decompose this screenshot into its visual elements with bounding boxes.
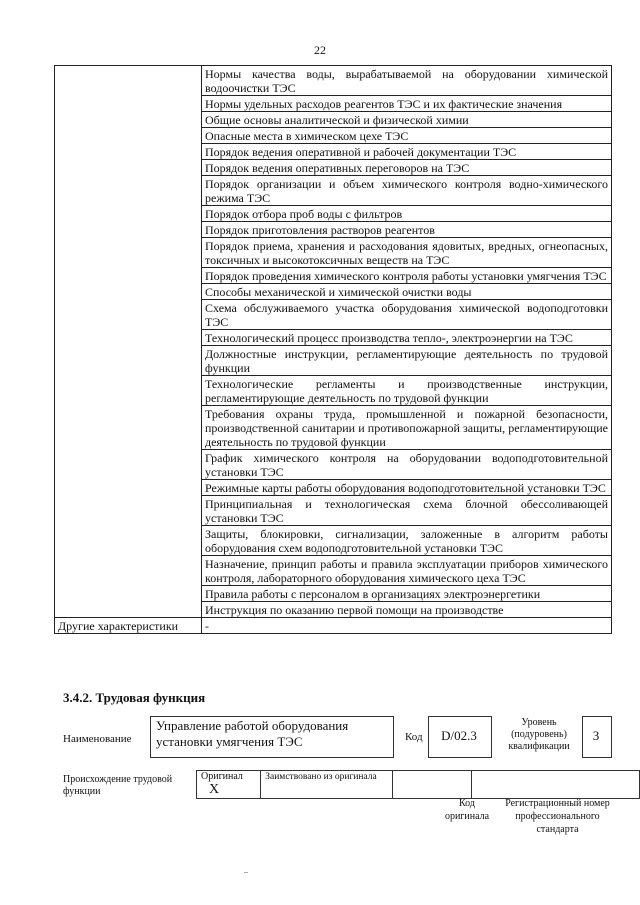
knowledge-label-cell [55,66,202,618]
borrowed-cell [261,771,392,799]
knowledge-item: Защиты, блокировки, сигнализации, заложенные в алгоритм работы оборудования схем водоподготовительной установки ТЭС [202,526,612,556]
knowledge-item: Должностные инструкции, регламентирующие деятельность по трудовой функции [202,346,612,376]
knowledge-item: Порядок приема, хранения и расходования ядовитых, вредных, огнеопасных, токсичных и высокотоксичных веществ на ТЭС [202,238,612,268]
section-title: 3.4.2. Трудовая функция [63,690,206,705]
knowledge-item: Порядок проведения химического контроля работы установки умягчения ТЭС [202,268,612,284]
scan-mark [244,872,248,877]
original-label: Оригинал [201,771,243,782]
knowledge-item: Назначение, принцип работы и правила эксплуатации приборов химического контроля, лабораторного оборудования химического цеха ТЭС [202,556,612,586]
origin-label: Происхождение трудовой функции [63,774,173,797]
knowledge-item: Нормы удельных расходов реагентов ТЭС и их фактические значения [202,96,612,112]
code-original-cell [392,771,471,799]
knowledge-row [55,66,612,96]
knowledge-item: Способы механической и химической очистки воды [202,284,612,300]
knowledge-item: Технологические регламенты и производственные инструкции, регламентирующие деятельность по трудовой функции [202,376,612,406]
reg-number-cell [471,771,639,799]
knowledge-item: Порядок ведения оперативной и рабочей документации ТЭС [202,144,612,160]
code-label: Код [405,731,423,743]
knowledge-table [54,65,612,634]
knowledge-item: Порядок ведения оперативных переговоров на ТЭС [202,160,612,176]
knowledge-item: Порядок организации и объем химического контроля водно-химического режима ТЭС [202,176,612,206]
level-label: Уровень (подуровень) квалификации [508,717,570,752]
reg-number-label: Регистрационный номер профессионального стандарта [505,798,610,835]
knowledge-item: Порядок отбора проб воды с фильтров [202,206,612,222]
other-characteristics-value: - [202,618,612,634]
knowledge-item: Общие основы аналитической и физической химии [202,112,612,128]
other-characteristics-label: Другие характеристики [55,618,202,634]
level-value: 3 [592,728,600,743]
knowledge-item: Технологический процесс производства тепло-, электроэнергии на ТЭС [202,330,612,346]
knowledge-item: Инструкция по оказанию первой помощи на производстве [202,602,612,618]
knowledge-item: Опасные места в химическом цехе ТЭС [202,128,612,144]
code-value: D/02.3 [441,728,477,743]
origin-table [196,770,640,799]
original-mark: X [209,782,220,797]
knowledge-item: Правила работы с персоналом в организациях электроэнергетики [202,586,612,602]
knowledge-item: Порядок приготовления растворов реагентов [202,222,612,238]
original-cell [197,771,261,799]
page-number: 22 [314,43,326,57]
other-characteristics-row [55,618,612,634]
knowledge-item: Схема обслуживаемого участка оборудования химической водоподготовки ТЭС [202,300,612,330]
knowledge-item: Режимные карты работы оборудования водоподготовительной установки ТЭС [202,480,612,496]
knowledge-item: Принципиальная и технологическая схема блочной обессоливающей установки ТЭС [202,496,612,526]
name-value: Управление работой оборудования установки умягчения ТЭС [156,718,349,749]
name-label: Наименование [63,733,132,745]
knowledge-item: Нормы качества воды, вырабатываемой на оборудовании химической водоочистки ТЭС [202,66,612,96]
code-original-label: Код оригинала [444,798,490,822]
knowledge-item: Требования охраны труда, промышленной и пожарной безопасности, производственной санитарии и противопожарной защиты, регламентирующие деятельность по трудовой функции [202,406,612,450]
borrowed-label: Заимствовано из оригинала [265,772,377,782]
knowledge-item: График химического контроля на оборудовании водоподготовительной установки ТЭС [202,450,612,480]
